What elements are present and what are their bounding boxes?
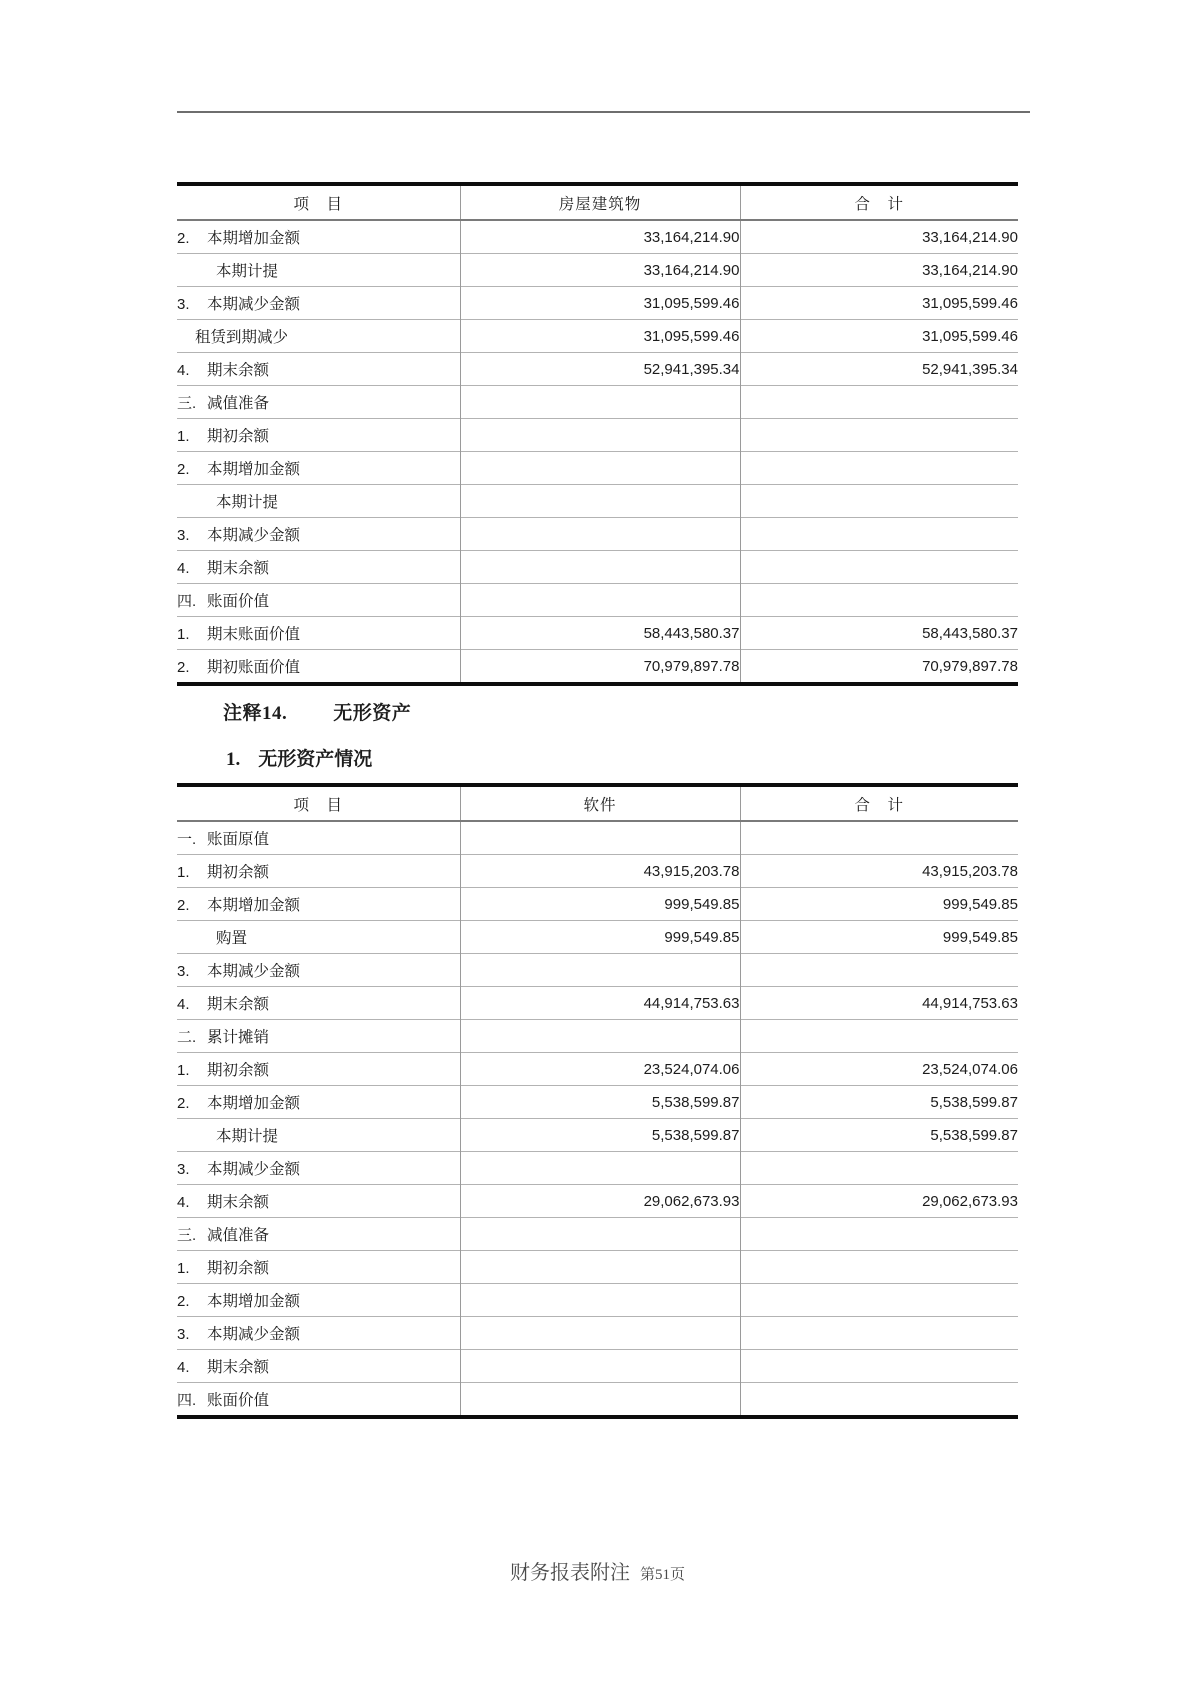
item-label: 减值准备 [207,395,270,412]
value-cell: 5,538,599.87 [460,1086,740,1119]
value-cell [460,954,740,987]
value-cell: 44,914,753.63 [460,987,740,1020]
table-body [177,220,1018,684]
buildings-depreciation-table [177,182,1018,686]
value-cell: 70,979,897.78 [740,650,1018,685]
item-number: 1. [177,864,190,881]
value-cell: 5,538,599.87 [740,1086,1018,1119]
item-cell [177,1020,460,1053]
item-label: 期初余额 [207,864,270,881]
table-row [177,254,1018,287]
item-label: 累计摊销 [207,1029,270,1046]
value-cell: 33,164,214.90 [740,220,1018,254]
item-cell [177,353,460,386]
value-cell [460,485,740,518]
subsection-number: 1. [226,749,241,770]
value-cell [740,1020,1018,1053]
item-number: 三. [177,1227,197,1244]
item-label: 本期减少金额 [207,963,301,980]
table-row [177,617,1018,650]
table-row [177,551,1018,584]
value-cell: 44,914,753.63 [740,987,1018,1020]
item-label: 本期减少金额 [207,296,301,313]
table-row [177,954,1018,987]
item-number: 4. [177,1359,190,1376]
table-row [177,1317,1018,1350]
value-cell [740,1152,1018,1185]
value-cell: 999,549.85 [460,888,740,921]
item-number: 3. [177,1161,190,1178]
item-label: 期末余额 [207,362,270,379]
item-cell [177,287,460,320]
item-cell [177,617,460,650]
item-cell [177,551,460,584]
value-cell [740,551,1018,584]
item-label: 本期增加金额 [207,897,301,914]
table-row [177,1284,1018,1317]
item-label: 期末余额 [207,560,270,577]
table-row [177,987,1018,1020]
value-cell [460,821,740,855]
item-label: 期初余额 [207,428,270,445]
item-label: 本期减少金额 [207,1161,301,1178]
intangible-assets-table [177,783,1018,1419]
table-row [177,1119,1018,1152]
item-cell [177,1284,460,1317]
item-label: 本期减少金额 [207,1326,301,1343]
item-number: 4. [177,996,190,1013]
value-cell: 23,524,074.06 [460,1053,740,1086]
value-cell [460,1020,740,1053]
section-note-title: 无形资产 [333,703,412,724]
item-cell [177,518,460,551]
section-heading [223,698,411,725]
item-cell [177,584,460,617]
table-row [177,353,1018,386]
item-number: 2. [177,230,190,247]
item-cell [177,1185,460,1218]
value-cell: 58,443,580.37 [740,617,1018,650]
value-cell: 33,164,214.90 [460,254,740,287]
item-cell [177,821,460,855]
item-number: 1. [177,1062,190,1079]
value-cell [740,1284,1018,1317]
value-cell [740,954,1018,987]
table-row [177,386,1018,419]
item-label: 减值准备 [207,1227,270,1244]
header-row [177,184,1018,220]
value-cell: 52,941,395.34 [740,353,1018,386]
value-cell [460,1284,740,1317]
item-label: 期末余额 [207,1359,270,1376]
item-label: 本期计提 [216,263,279,280]
table-row [177,1020,1018,1053]
item-cell [177,987,460,1020]
item-cell [177,650,460,685]
value-cell: 5,538,599.87 [740,1119,1018,1152]
item-cell [177,1317,460,1350]
table-row [177,452,1018,485]
value-cell: 33,164,214.90 [740,254,1018,287]
item-number: 一. [177,831,197,848]
item-label: 本期减少金额 [207,527,301,544]
table-row [177,888,1018,921]
item-number: 3. [177,963,190,980]
item-cell [177,220,460,254]
item-label: 账面价值 [207,593,270,610]
item-label: 期末余额 [207,996,270,1013]
value-cell: 999,549.85 [740,888,1018,921]
value-cell: 31,095,599.46 [740,287,1018,320]
table-row [177,584,1018,617]
item-label: 期初账面价值 [207,659,301,676]
item-cell [177,1119,460,1152]
value-cell [740,485,1018,518]
value-cell [460,1383,740,1418]
value-cell [740,1317,1018,1350]
item-cell [177,452,460,485]
column-header: 合 计 [740,785,1018,821]
item-number: 四. [177,1392,197,1409]
item-cell [177,485,460,518]
value-cell [740,1218,1018,1251]
item-cell [177,921,460,954]
item-label: 期初余额 [207,1062,270,1079]
item-cell [177,1383,460,1418]
item-label: 本期增加金额 [207,461,301,478]
table-row [177,921,1018,954]
value-cell: 58,443,580.37 [460,617,740,650]
item-number: 1. [177,428,190,445]
item-cell [177,1251,460,1284]
table-row [177,1185,1018,1218]
value-cell [460,1251,740,1284]
item-label: 租赁到期减少 [195,329,289,346]
table-row [177,320,1018,353]
value-cell: 33,164,214.90 [460,220,740,254]
header-row [177,785,1018,821]
footer-title: 财务报表附注 [509,1562,630,1584]
value-cell: 43,915,203.78 [740,855,1018,888]
table-row [177,650,1018,685]
item-number: 3. [177,1326,190,1343]
item-label: 账面原值 [207,831,270,848]
table-row [177,518,1018,551]
page-header-rule [177,111,1030,113]
item-number: 3. [177,296,190,313]
value-cell [460,584,740,617]
item-label: 本期计提 [216,494,279,511]
value-cell [460,1350,740,1383]
item-cell [177,1086,460,1119]
table-row [177,855,1018,888]
column-header: 房屋建筑物 [460,184,740,220]
value-cell: 70,979,897.78 [460,650,740,685]
table-row [177,1053,1018,1086]
subsection-heading [226,744,372,771]
item-number: 三. [177,395,197,412]
item-number: 2. [177,897,190,914]
item-number: 3. [177,527,190,544]
item-label: 账面价值 [207,1392,270,1409]
item-cell [177,419,460,452]
item-cell [177,386,460,419]
item-cell [177,954,460,987]
value-cell [460,452,740,485]
value-cell: 999,549.85 [740,921,1018,954]
item-cell [177,888,460,921]
subsection-title: 无形资产情况 [258,749,373,770]
column-header: 合 计 [740,184,1018,220]
page-footer [177,1556,1018,1585]
table-header [177,184,1018,220]
footer-page-number: 第51页 [639,1567,685,1583]
item-cell [177,254,460,287]
item-cell [177,1350,460,1383]
section-note-number: 注释14. [223,703,288,724]
value-cell [460,1152,740,1185]
item-number: 1. [177,1260,190,1277]
table-row [177,220,1018,254]
value-cell [740,821,1018,855]
table-row [177,287,1018,320]
value-cell [460,518,740,551]
value-cell [740,584,1018,617]
value-cell: 29,062,673.93 [460,1185,740,1218]
table-row [177,1218,1018,1251]
item-cell [177,1218,460,1251]
value-cell [740,419,1018,452]
item-label: 期初余额 [207,1260,270,1277]
table-row [177,1251,1018,1284]
table-row [177,1086,1018,1119]
table-row [177,419,1018,452]
item-label: 本期增加金额 [207,1293,301,1310]
value-cell [740,1251,1018,1284]
item-number: 二. [177,1029,197,1046]
value-cell [740,452,1018,485]
item-cell [177,1152,460,1185]
value-cell: 23,524,074.06 [740,1053,1018,1086]
value-cell [740,386,1018,419]
value-cell: 999,549.85 [460,921,740,954]
item-label: 期末账面价值 [207,626,301,643]
item-number: 4. [177,362,190,379]
value-cell [740,1383,1018,1418]
item-label: 期末余额 [207,1194,270,1211]
value-cell [460,386,740,419]
table-header [177,785,1018,821]
column-header: 软件 [460,785,740,821]
value-cell: 31,095,599.46 [740,320,1018,353]
value-cell: 31,095,599.46 [460,320,740,353]
table-body [177,821,1018,1417]
value-cell [460,1317,740,1350]
item-number: 2. [177,1293,190,1310]
table-row [177,1350,1018,1383]
value-cell: 5,538,599.87 [460,1119,740,1152]
item-number: 4. [177,1194,190,1211]
table-row [177,1152,1018,1185]
value-cell [460,1218,740,1251]
item-cell [177,320,460,353]
item-number: 四. [177,593,197,610]
column-header: 项 目 [293,195,343,213]
value-cell [740,518,1018,551]
value-cell: 52,941,395.34 [460,353,740,386]
value-cell: 31,095,599.46 [460,287,740,320]
item-label: 本期计提 [216,1128,279,1145]
value-cell [460,419,740,452]
value-cell [740,1350,1018,1383]
value-cell: 29,062,673.93 [740,1185,1018,1218]
table-row [177,485,1018,518]
item-label: 购置 [216,930,248,947]
item-cell [177,855,460,888]
item-number: 2. [177,461,190,478]
item-label: 本期增加金额 [207,1095,301,1112]
item-number: 1. [177,626,190,643]
table-row [177,1383,1018,1418]
value-cell [460,551,740,584]
item-cell [177,1053,460,1086]
item-number: 4. [177,560,190,577]
table-row [177,821,1018,855]
value-cell: 43,915,203.78 [460,855,740,888]
item-number: 2. [177,1095,190,1112]
item-number: 2. [177,659,190,676]
item-label: 本期增加金额 [207,230,301,247]
column-header: 项 目 [293,796,343,814]
